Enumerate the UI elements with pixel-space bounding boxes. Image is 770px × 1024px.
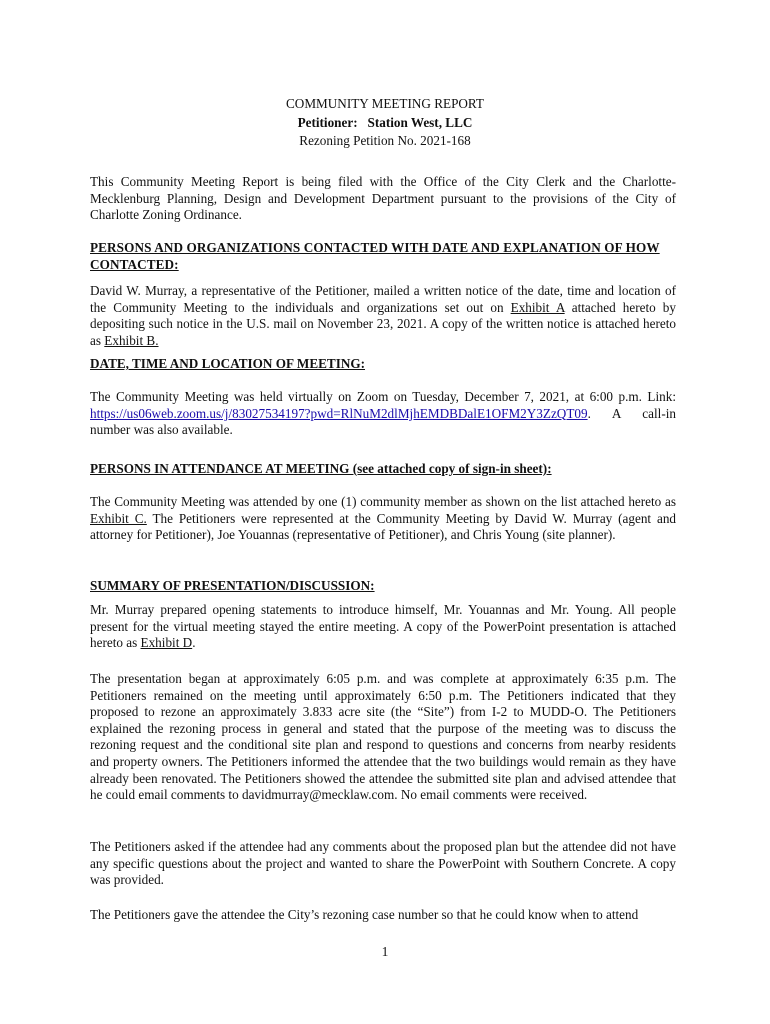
petition-number: Rezoning Petition No. 2021-168 [299,133,471,148]
petitioner-name: Station West, LLC [367,114,473,130]
section-heading-summary: SUMMARY OF PRESENTATION/DISCUSSION: [90,578,375,593]
attendance-paragraph [90,494,676,544]
summary-text-1-end: . [192,635,196,651]
section-heading-contacted: PERSONS AND ORGANIZATIONS CONTACTED WITH DATE AND EXPLANATION OF HOW CONTACTED: [90,240,660,272]
attendance-text-1: The Community Meeting was attended by one (1) community member as shown on the list attached hereto as [90,494,676,509]
report-header [0,95,770,151]
petitioner-line [0,114,770,133]
exhibit-b-link[interactable]: Exhibit B. [104,332,159,348]
section-heading-date: DATE, TIME AND LOCATION OF MEETING: [90,356,366,371]
date-text-2: . A call-in number was also available. [90,405,676,438]
contacted-paragraph [90,283,676,349]
summary-paragraph-1 [90,602,676,652]
zoom-link[interactable]: https://us06web.zoom.us/j/83027534197?pwd=RlNuM2dlMjhEMDBDalE1OFM2Y3ZzQT09 [90,405,588,421]
section-heading-attendance: PERSONS IN ATTENDANCE AT MEETING (see attached copy of sign-in sheet): [90,461,552,476]
intro-paragraph: This Community Meeting Report is being filed with the Office of the City Clerk and the Charlotte-Mecklenburg Planning, Design and Development Department pursuant to the provisions of the City of Charlotte Zoning Ordinance. [90,174,676,223]
report-title: COMMUNITY MEETING REPORT [286,96,484,111]
summary-paragraph-4: The Petitioners gave the attendee the City’s rezoning case number so that he could know when to attend [90,907,639,922]
summary-text-1: Mr. Murray prepared opening statements to introduce himself, Mr. Youannas and Mr. Young. All people present for the virtual meeting stayed the entire meeting. A copy of the PowerPoint presentation is attached hereto as [90,602,676,651]
summary-paragraph-2: The presentation began at approximately 6:05 p.m. and was complete at approximately 6:35 p.m. The Petitioners remained on the meeting until approximately 6:50 p.m. The Petitioners indicated that they proposed to rezone an approximately 3.833 acre site (the “Site”) from I-2 to MUDD-O. The Petitioners explained the rezoning process in general and stated that the purpose of the meeting was to discuss the rezoning request and the conditional site plan and respond to questions and concerns from nearby residents and property owners. The Petitioners informed the attendee that the two buildings would remain as they have already been renovated. The Petitioners showed the attendee the submitted site plan and advised attendee that he could email comments to davidmurray@mecklaw.com. No email comments were received. [90,671,676,803]
exhibit-d-link[interactable]: Exhibit D [140,635,193,651]
attendance-text-2: The Petitioners were represented at the Community Meeting by David W. Murray (agent and attorney for Petitioner), Joe Youannas (representative of Petitioner), and Chris Young (site planner). [90,510,677,543]
exhibit-c-link[interactable]: Exhibit C. [90,510,147,526]
contacted-text-1: David W. Murray, a representative of the Petitioner, mailed a written notice of the date, time and location of the Community Meeting to the individuals and organizations set out on [90,283,676,315]
exhibit-a-link[interactable]: Exhibit A [510,299,565,315]
petitioner-label: Petitioner: [297,114,358,130]
date-paragraph [90,389,676,439]
page-number: 1 [381,944,389,959]
date-text-1: The Community Meeting was held virtually on Zoom on Tuesday, December 7, 2021, at 6:00 p.m. Link: [90,389,676,404]
summary-paragraph-3: The Petitioners asked if the attendee had any comments about the proposed plan but the attendee did not have any specific questions about the project and wanted to share the PowerPoint with Southern Concrete. A copy was provided. [90,839,676,888]
contacted-text-2: attached hereto by depositing such notice in the U.S. mail on November 23, 2021. A copy of the written notice is attached hereto as [90,299,676,348]
